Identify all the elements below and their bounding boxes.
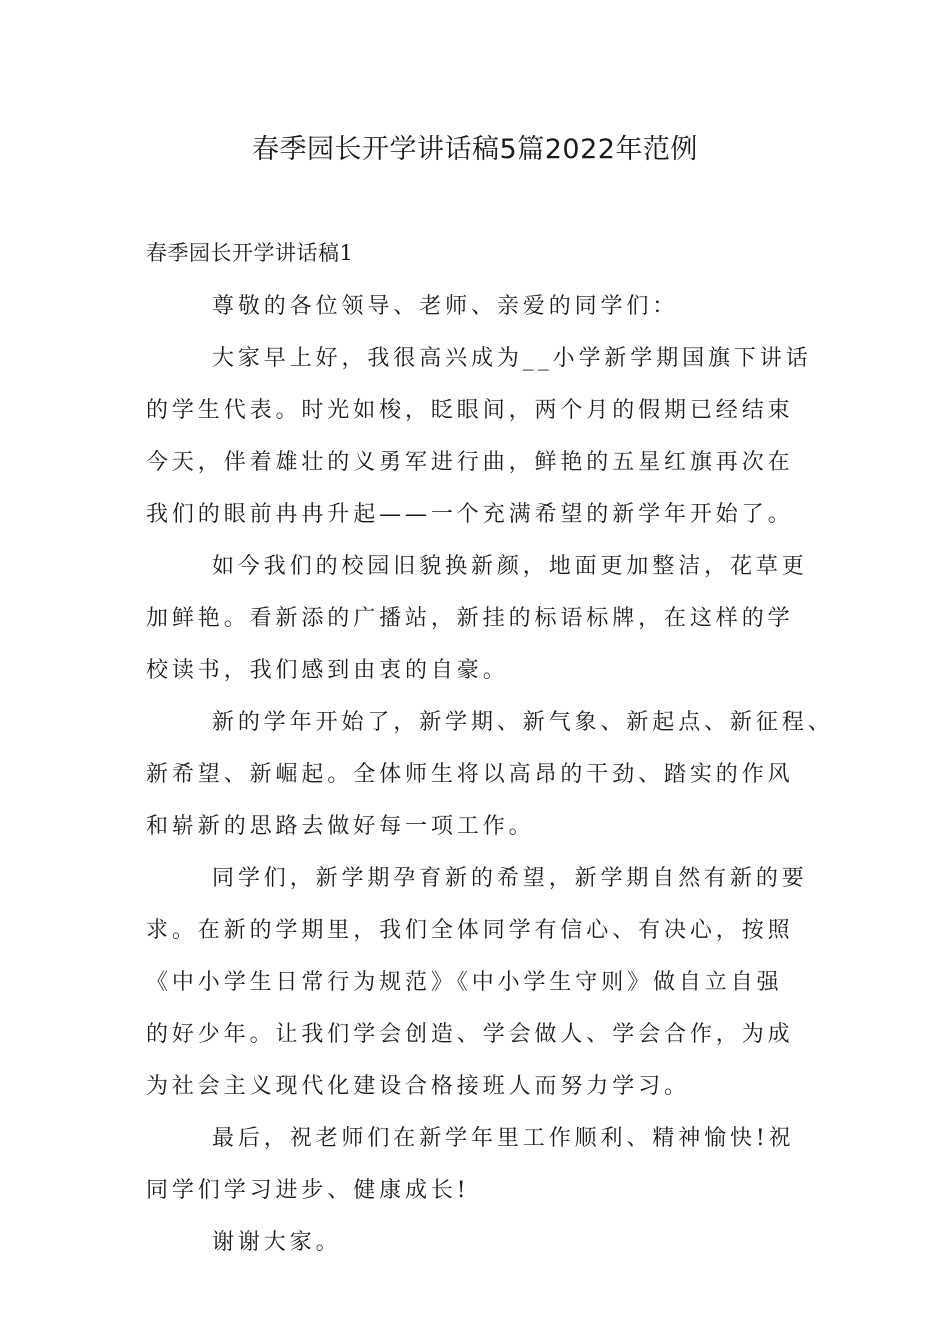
text-line: 最后，祝老师们在新学年里工作顺利、精神愉快!祝: [212, 1126, 795, 1151]
text-line: 如今我们的校园旧貌换新颜，地面更加整洁，花草更: [212, 554, 808, 579]
document-title: 春季园长开学讲话稿5篇2022年范例: [252, 134, 698, 165]
text-line: 求。在新的学期里，我们全体同学有信心、有决心，按照: [146, 918, 794, 943]
text-line: 大家早上好，我很高兴成为__小学新学期国旗下讲话: [212, 346, 812, 371]
text-line: 尊敬的各位领导、老师、亲爱的同学们：: [212, 294, 679, 319]
text-line: 《中小学生日常行为规范》《中小学生守则》做自立自强: [146, 970, 783, 995]
text-line: 谢谢大家。: [212, 1230, 342, 1255]
text-line: 和崭新的思路去做好每一项工作。: [146, 814, 535, 839]
text-line: 校读书，我们感到由衷的自豪。: [146, 658, 509, 683]
text-line: 为社会主义现代化建设合格接班人而努力学习。: [146, 1074, 690, 1099]
text-line: 同学们学习进步、健康成长!: [146, 1178, 470, 1203]
text-line: 的学生代表。时光如梭，眨眼间，两个月的假期已经结束: [146, 398, 794, 423]
text-line: 同学们，新学期孕育新的希望，新学期自然有新的要: [212, 866, 808, 891]
text-line: 新的学年开始了，新学期、新气象、新起点、新征程、: [212, 710, 834, 735]
text-line: 加鲜艳。看新添的广播站，新挂的标语标牌，在这样的学: [146, 606, 794, 631]
speech-body: [146, 281, 834, 1269]
text-line: 我们的眼前冉冉升起——一个充满希望的新学年开始了。: [146, 502, 794, 527]
text-line: 的好少年。让我们学会创造、学会做人、学会合作，为成: [146, 1022, 794, 1047]
text-line: 今天，伴着雄壮的义勇军进行曲，鲜艳的五星红旗再次在: [146, 450, 794, 475]
section-heading: 春季园长开学讲话稿1: [146, 241, 354, 265]
text-line: 新希望、新崛起。全体师生将以高昂的干劲、踏实的作风: [146, 762, 794, 787]
